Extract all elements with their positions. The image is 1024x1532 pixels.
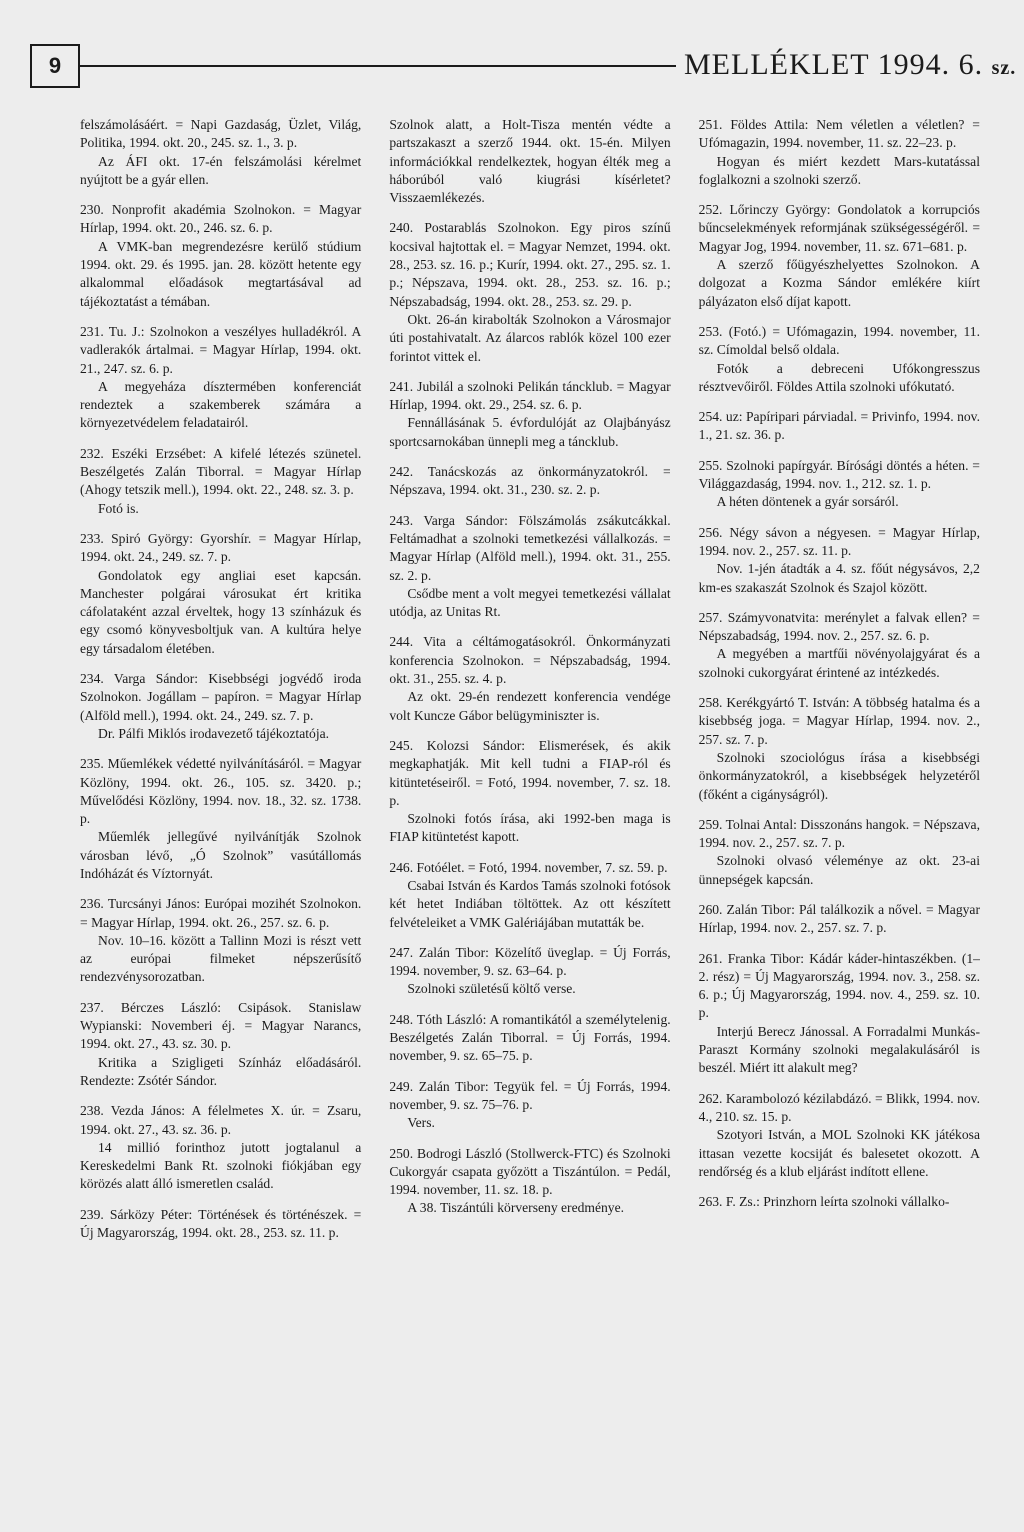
entry-annotation: Interjú Berecz Jánossal. A Forradalmi Munkás-Paraszt Kormány szolnoki megalakulásáról is beszél. Miért itt alakult meg? [698,1023,980,1076]
entry-citation: 240. Postarablás Szolnokon. Egy piros színű kocsival hajtottak el. = Magyar Nemzet, 1994. okt. 28., 253. sz. 16. p.; Kurír, 1994. okt. 27., 295. sz. 1. p.; Népszava, 1994. okt. 28., 253. sz. 16. p.; Népszabadság, 1994. okt. 28., 253. sz. 29. p. [389,220,671,309]
bibliography-entry [80,895,361,986]
bibliography-entry [699,457,980,512]
bibliography-entry [389,116,670,207]
bibliography-entry [80,201,361,311]
bibliography-entry [389,633,670,724]
entry-citation: 231. Tu. J.: Szolnokon a veszélyes hulladékról. A vadlerakók ártalmai. = Magyar Hírlap, 1994. okt. 21., 247. sz. 6. p. [80,323,362,376]
entry-annotation: Csabai István és Kardos Tamás szolnoki fotósok két hetet Indiában töltöttek. Az ott készített felvételeiket a VMK Galériájában mutatták be. [389,877,671,930]
entry-annotation: Az okt. 29-én rendezett konferencia vendége volt Kuncze Gábor belügyminiszter is. [389,689,671,723]
bibliography-entry [389,859,670,932]
bibliography-entry [389,1145,670,1218]
entry-annotation: Szotyori István, a MOL Szolnoki KK játékosa ittasan vezette kocsiját és balesetet okozott. A rendőrség és a klub eljárást indított ellene. [698,1127,980,1179]
entry-annotation: A héten döntenek a gyár sorsáról. [716,494,899,510]
bibliography-entry [80,323,361,433]
bibliography-entry [80,755,361,883]
entry-citation: 248. Tóth László: A romantikától a személytelenig. Beszélgetés Zalán Tiborral. = Új Forrás, 1994. november, 9. sz. 65–75. p. [389,1011,671,1064]
entry-annotation: Szolnoki fotós írása, aki 1992-ben maga is FIAP kitüntetést kapott. [389,811,671,845]
entry-citation: 257. Számyvonatvita: merénylet a falvak ellen? = Népszabadság, 1994. nov. 2., 257. sz. 6. p. [698,609,980,644]
column-right [699,116,980,1254]
entry-annotation: 14 millió forinthoz jutott jogtalanul a Kereskedelmi Bank Rt. szolnoki fiókjában egy körözés alatt álló ismeretlen család. [80,1139,362,1192]
entry-citation: 259. Tolnai Antal: Disszonáns hangok. = Népszava, 1994. nov. 2., 257. sz. 7. p. [698,816,980,851]
column-left [80,116,361,1254]
entry-citation: 243. Varga Sándor: Fölszámolás zsákutcákkal. Feltámadhat a szolnoki temetkezési vállalkozás. = Magyar Hírlap (Alföld mell.), 1994. okt. 31., 255. sz. 2. p. [389,512,671,583]
bibliography-entry [699,201,980,311]
bibliography-entry [80,1102,361,1193]
bibliography-entry [389,1078,670,1133]
bibliography-entry [389,378,670,451]
bibliography-entry [80,530,361,658]
bibliography-entry [389,1011,670,1066]
entry-citation: 251. Földes Attila: Nem véletlen a véletlen? = Ufómagazin, 1994. november, 11. sz. 22–23. p. [698,117,980,151]
entry-annotation: Szolnoki olvasó véleménye az okt. 23-ai ünnepségek kapcsán. [698,853,980,887]
entry-citation: 232. Eszéki Erzsébet: A kifelé létezés szünetel. Beszélgetés Zalán Tiborral. = Magyar Hírlap (Ahogy tetszik mell.), 1994. okt. 22., 248. sz. 3. p. [80,445,362,498]
entry-citation: 255. Szolnoki papírgyár. Bírósági döntés a héten. = Világgazdaság, 1994. nov. 1., 212. sz. 1. p. [698,457,980,492]
entry-citation: 235. Műemlékek védetté nyilvánításáról. = Magyar Közlöny, 1994. okt. 26., 105. sz. 3420. p.; Művelődési Közlöny, 1994. nov. 18., 32. sz. 1738. p. [80,756,362,827]
entry-citation: 241. Jubilál a szolnoki Pelikán táncklub. = Magyar Hírlap, 1994. okt. 29., 254. sz. 6. p. [389,378,671,413]
entry-citation: 230. Nonprofit akadémia Szolnokon. = Magyar Hírlap, 1994. okt. 20., 246. sz. 6. p. [80,202,362,236]
entry-annotation: Dr. Pálfi Miklós irodavezető tájékoztatója. [98,725,330,741]
entry-citation: 238. Vezda János: A félelmetes X. úr. = Zsaru, 1994. okt. 27., 43. sz. 36. p. [80,1103,362,1137]
entry-annotation: Fennállásának 5. évfordulóját az Olajbányász sportcsarnokában ünnepli meg a táncklub. [389,415,671,449]
entry-citation: 256. Négy sávon a négyesen. = Magyar Hírlap, 1994. nov. 2., 257. sz. 11. p. [698,524,980,558]
entry-citation: 239. Sárközy Péter: Történések és történészek. = Új Magyarország, 1994. okt. 28., 253. sz. 11. p. [80,1206,362,1241]
entry-citation: 249. Zalán Tibor: Tegyük fel. = Új Forrás, 1994. november, 9. sz. 75–76. p. [389,1078,671,1112]
entry-annotation: Vers. [407,1115,435,1131]
bibliography-entry [80,1206,361,1243]
entry-citation: Szolnok alatt, a Holt-Tisza mentén védte a partszakaszt a szerző 1944. okt. 15-én. Milyen információkkal rendelkeztek, hogyan élték meg a háborúból való kiugrási kísérletet? Visszaemlékezés. [389,117,671,206]
entry-annotation: Műemlék jellegűvé nyilvánítják Szolnok városban lévő, „Ó Szolnok” vasútállomás Indóházát és Víztornyát. [80,829,362,881]
entry-citation: 244. Vita a céltámogatásokról. Önkormányzati konferencia Szolnokon. = Népszabadság, 1994. okt. 31., 255. sz. 4. p. [389,634,671,687]
bibliography-entry [389,219,670,365]
entry-citation: 254. uz: Papíripari párviadal. = Privinfo, 1994. nov. 1., 21. sz. 36. p. [698,409,980,443]
bibliography-entry [389,737,670,847]
entry-annotation: Szolnoki szociológus írása a kisebbségi önkormányzatokról, a kisebbségek helyzetéről (főként a cigányságról). [698,749,980,802]
header-title-text: MELLÉKLET 1994. 6. [684,48,984,81]
header-title-suffix: sz. [991,57,1017,79]
entry-citation: 261. Franka Tibor: Kádár káder-hintaszékben. (1–2. rész) = Új Magyarország, 1994. nov. 3., 258. sz. 6. p.; Új Magyarország, 1994. nov. 4., 259. sz. 10. p. [698,950,980,1021]
entry-annotation: A megyében a martfűi növényolajgyárat és a szolnoki cukorgyárat érintené az intézkedés. [698,646,980,680]
bibliography-entry [699,816,980,889]
entry-annotation: Hogyan és miért kezdett Mars-kutatással foglalkozni a szolnoki szerző. [698,153,980,187]
entry-annotation: A szerző főügyészhelyettes Szolnokon. A dolgozat a Kozma Sándor emlékére kiírt pályázaton első díjat kapott. [698,257,980,309]
entry-citation: 263. F. Zs.: Prinzhorn leírta szolnoki vállalko- [698,1194,950,1210]
bibliography-entry [80,445,361,518]
column-middle [389,116,670,1254]
header-title [684,48,1016,82]
bibliography-entry [389,512,670,622]
entry-citation: 237. Bérczes László: Csipások. Stanislaw Wypianski: Novemberi éj. = Magyar Narancs, 1994. okt. 27., 43. sz. 30. p. [80,999,362,1052]
bibliography-entry [80,670,361,743]
bibliography-entry [699,116,980,189]
text-columns [80,116,980,1254]
entry-citation: 262. Karambolozó kézilabdázó. = Blikk, 1994. nov. 4., 210. sz. 15. p. [698,1090,980,1124]
entry-annotation: Okt. 26-án kirabolták Szolnokon a Városmajor úti postahivatalt. Az álarcos rablók közel 100 ezer forintot vittek el. [389,311,671,364]
entry-annotation: Gondolatok egy angliai eset kapcsán. Manchester polgárai városukat ért kritika cáfolataként azzal érveltek, hogy 13 színházuk és egy csomó könyvesboltjuk van. A kultúra helye egy társadalom életében. [80,567,362,656]
entry-citation: 245. Kolozsi Sándor: Elismerések, és akik megkaphatják. Mit kell tudni a FIAP-ról és kitüntetéseiről. = Fotó, 1994. november, 7. sz. 18. p. [389,737,671,808]
entry-annotation: Nov. 1-jén átadták a 4. sz. főút négysávos, 2,2 km-es szakaszát Szolnok és Szajol között. [698,561,980,595]
entry-annotation: Fotó is. [98,500,139,516]
entry-annotation: Csődbe ment a volt megyei temetkezési vállalat utódja, az Unitas Rt. [389,585,671,620]
entry-citation: felszámolásáért. = Napi Gazdaság, Üzlet, Világ, Politika, 1994. okt. 20., 245. sz. 1., 3. p. [80,117,362,151]
bibliography-entry [699,609,980,682]
bibliography-entry [699,524,980,597]
header-rule [80,65,676,67]
entry-annotation: A VMK-ban megrendezésre kerülő stúdium 1994. okt. 29. és 1995. jan. 28. között hetente egy alkalommal előadások megtartásával ad tájékoztatást a témában. [80,238,362,309]
bibliography-entry [699,408,980,445]
entry-annotation: Szolnoki születésű költő verse. [407,981,576,997]
entry-citation: 252. Lőrinczy György: Gondolatok a korrupciós bűncselekmények reformjának szükségességéről. = Magyar Jog, 1994. november, 11. sz. 671–681. p. [698,202,980,254]
bibliography-entry [699,950,980,1078]
bibliography-entry [80,999,361,1090]
entry-citation: 236. Turcsányi János: Európai mozihét Szolnokon. = Magyar Hírlap, 1994. okt. 26., 257. sz. 6. p. [80,896,362,930]
entry-citation: 246. Fotóélet. = Fotó, 1994. november, 7. sz. 59. p. [389,859,668,875]
bibliography-entry [389,944,670,999]
bibliography-entry [699,1193,980,1211]
entry-citation: 260. Zalán Tibor: Pál találkozik a nővel. = Magyar Hírlap, 1994. nov. 2., 257. sz. 7. p. [698,901,980,936]
page-header [30,44,1017,94]
entry-citation: 234. Varga Sándor: Kisebbségi jogvédő iroda Szolnokon. Jogállam – papíron. = Magyar Hírlap (Alföld mell.), 1994. okt. 24., 249. sz. 7. p. [80,671,362,723]
bibliography-entry [389,463,670,500]
bibliography-entry [699,323,980,396]
entry-annotation: Kritika a Szigligeti Színház előadásáról. Rendezte: Zsótér Sándor. [80,1054,362,1088]
bibliography-entry [80,116,361,189]
entry-annotation: Nov. 10–16. között a Tallinn Mozi is részt vett az európai filmeket népszerűsítő rendezvénysorozatban. [80,932,362,985]
bibliography-entry [699,901,980,938]
entry-citation: 233. Spiró György: Gyorshír. = Magyar Hírlap, 1994. okt. 24., 249. sz. 7. p. [80,530,362,565]
entry-citation: 242. Tanácskozás az önkormányzatokról. = Népszava, 1994. okt. 31., 230. sz. 2. p. [389,464,671,498]
entry-citation: 247. Zalán Tibor: Közelítő üveglap. = Új Forrás, 1994. november, 9. sz. 63–64. p. [389,944,671,979]
entry-annotation: Az ÁFI okt. 17-én felszámolási kérelmet nyújtott be a gyár ellen. [80,153,362,187]
entry-citation: 253. (Fotó.) = Ufómagazin, 1994. november, 11. sz. Címoldal belső oldala. [698,323,980,358]
entry-citation: 250. Bodrogi László (Stollwerck-FTC) és Szolnoki Cukorgyár csapata győzött a Tiszántúlon. = Pedál, 1994. november, 11. sz. 18. p. [389,1145,671,1198]
page-number: 9 [30,44,80,88]
entry-annotation: Fotók a debreceni Ufókongresszus résztvevőiről. Földes Attila szolnoki ufókutató. [698,360,980,394]
bibliography-entry [699,1090,980,1181]
bibliography-entry [699,694,980,804]
entry-annotation: A megyeháza dísztermében konferenciát rendeztek a szakemberek számára a környezetvédelem feladatairól. [80,378,362,431]
entry-annotation: A 38. Tiszántúli körverseny eredménye. [407,1200,625,1216]
entry-citation: 258. Kerékgyártó T. István: A többség hatalma és a kisebbség joga. = Magyar Hírlap, 1994. nov. 2., 257. sz. 7. p. [698,695,980,747]
